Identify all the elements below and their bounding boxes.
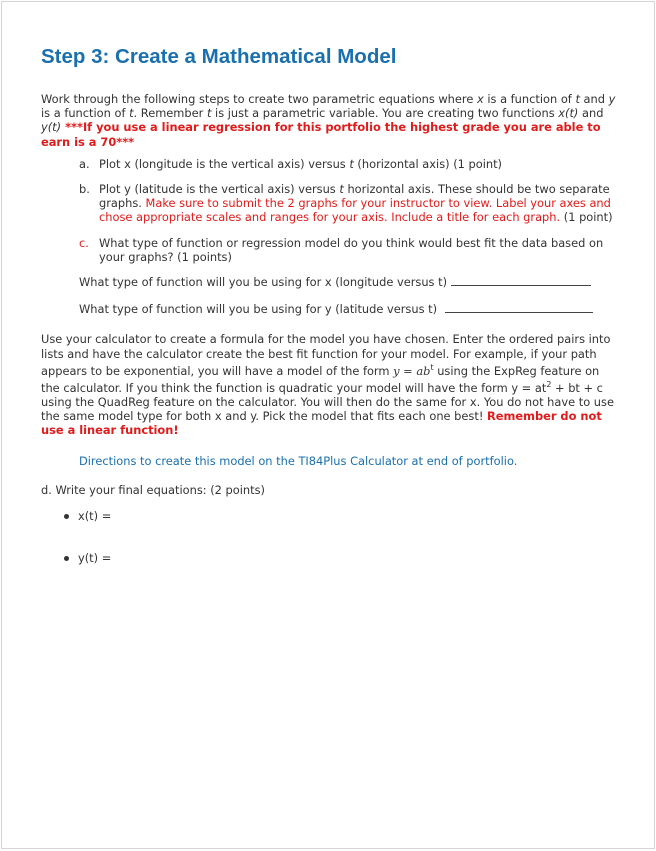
step-marker: a. [79,156,90,171]
page-title: Step 3: Create a Mathematical Model [41,45,397,68]
equation-x [41,509,621,523]
intro-text: Work through the following steps to create two parametric equations where [41,92,477,106]
var-t: t [129,106,134,121]
var-t: t [339,182,344,197]
var-t: t [575,92,580,106]
var-t: t [206,106,212,121]
intro-text: is a function of [483,92,576,106]
var-y: y [608,92,616,106]
instruction-text: + bt + c using the QuadReg feature on the calculator. You will then do the same for x. You do not have to use the same model type for both x and y. Pick the model that fits each one best! [41,380,614,424]
step-a [79,157,621,171]
question-text: What type of function will you be using for y (latitude versus t) [79,302,438,317]
equation-label: x(t) = [78,508,112,523]
step-text: Plot x (longitude is the vertical axis) versus [99,156,350,171]
instruction-text: using the ExpReg feature on the calculator. If you think the function is quadratic your model will have the form y = at [41,363,600,395]
worksheet-content [41,44,621,565]
answer-blank-x[interactable] [451,275,591,286]
step-text: Plot y (latitude is the vertical axis) versus [99,182,340,197]
step-c [79,236,621,264]
no-linear-reminder: Remember do not use a linear function! [41,409,602,438]
bullet-icon [64,514,69,519]
var-xt: x(t) [558,106,579,121]
question-y-function [79,302,621,316]
answer-blank-y[interactable] [445,302,593,313]
intro-text: and [579,92,609,106]
calculator-directions-link[interactable]: Directions to create this model on the TI84Plus Calculator at end of portfolio. [79,454,518,469]
var-x: x [476,92,484,106]
var-t: t [349,156,354,171]
worksheet-page [1,1,655,849]
step-text: (1 point) [560,210,613,225]
instruction-text: Use your calculator to create a formula for the model you have chosen. Enter the ordered pairs into lists and have the calculator create the best fit function for your model. For example, if your path appears to be exponential, you will have a model of the form [41,332,611,378]
formula-exponent: t [430,362,434,372]
graph-submission-note: Make sure to submit the 2 graphs for your instructor to view. Label your axes and chose appropriate scales and ranges for your axis. Include a title for each graph. [99,196,611,225]
step-b [79,182,621,225]
steps-list [41,157,621,264]
question-text: What type of function will you be using for x (longitude versus t) [79,275,448,290]
final-equations-label: d. Write your final equations: (2 points) [41,482,265,497]
step-text: horizontal axis. These should be two separate graphs. [99,182,610,211]
intro-text: . Remember [133,106,207,121]
intro-paragraph [41,92,621,149]
intro-text: is just a parametric variable. You are creating two functions [211,106,559,121]
intro-text: and [578,106,604,121]
linear-regression-warning: ***If you use a linear regression for this portfolio the highest grade you are able to earn is a 70*** [41,120,601,149]
calculator-instructions [41,332,621,437]
bullet-icon [64,556,69,561]
step-text: What type of function or regression model do you think would best fit the data based on your graphs? (1 points) [99,235,604,264]
intro-text: is a function of [41,106,130,121]
var-yt: y(t) [41,120,62,135]
step-marker: b. [79,182,90,197]
step-marker: c. [79,235,89,250]
equation-y [41,551,621,565]
square-exponent: 2 [546,379,552,389]
step-text: (horizontal axis) (1 point) [353,156,503,171]
question-x-function [79,275,621,289]
equation-label: y(t) = [78,550,112,565]
exponential-formula: y = ab [393,363,431,378]
final-equations-list [41,509,621,565]
